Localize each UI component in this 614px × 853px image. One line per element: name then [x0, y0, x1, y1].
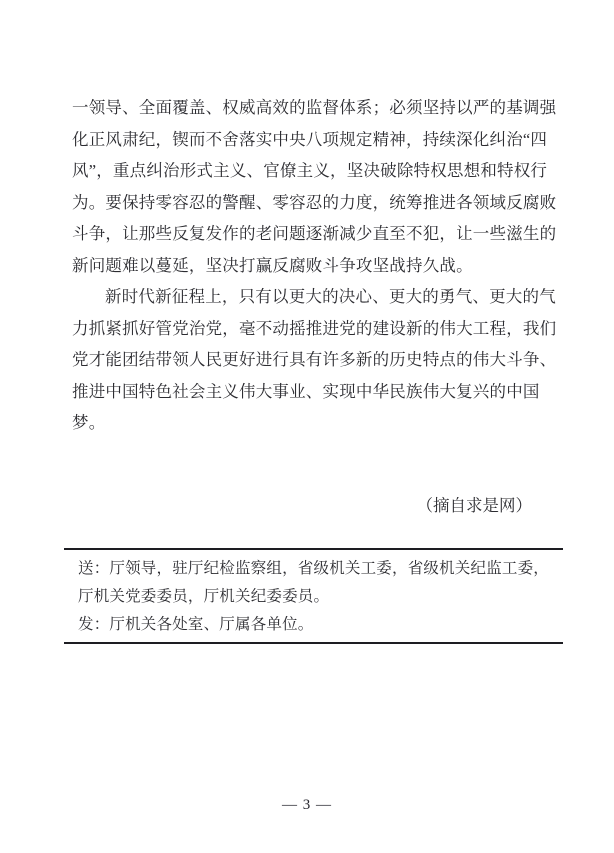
text-line: 斗争，让那些反复发作的老问题逐渐减少直至不犯，让一些滋生的	[72, 224, 557, 243]
attribution: （摘自求是网）	[416, 496, 532, 515]
paragraph-continuation	[72, 92, 558, 281]
text-line: 一领导、全面覆盖、权威高效的监督体系；必须坚持以严的基调强	[72, 98, 557, 117]
text-line: 厅机关党委委员，厅机关纪委委员。	[78, 588, 330, 605]
divider-line-top	[64, 548, 563, 550]
text-line: 力抓紧抓好管党治党，毫不动摇推进党的建设新的伟大工程，我们	[72, 318, 557, 338]
text-line: 送：厅领导，驻厅纪检监察组，省级机关工委，省级机关纪监工委，	[78, 560, 550, 577]
text-line: 新时代新征程上，只有以更大的决心、更大的勇气、更大的气	[105, 287, 556, 306]
body-text	[72, 92, 558, 439]
text-line: 化正风肃纪，锲而不舍落实中央八项规定精神，持续深化纠治“四	[72, 129, 548, 149]
text-line: 党才能团结带领人民更好进行具有许多新的历史特点的伟大斗争、	[72, 350, 557, 369]
text-line: 为。要保持零容忍的警醒、零容忍的力度，统筹推进各领域反腐败	[72, 192, 557, 212]
text-line: 风”，重点纠治形式主义、官僚主义，坚决破除特权思想和特权行	[72, 161, 548, 180]
divider-line-bottom	[64, 642, 563, 644]
text-line: 发：厅机关各处室、厅属各单位。	[78, 616, 314, 633]
page-number: — 3 —	[282, 797, 332, 813]
text-line: 新问题难以蔓延，坚决打赢反腐败斗争攻坚战持久战。	[72, 255, 473, 275]
paragraph-new-era	[72, 281, 558, 439]
text-line: 推进中国特色社会主义伟大事业、实现中华民族伟大复兴的中国	[72, 381, 540, 401]
distribution-block	[78, 555, 548, 639]
text-line: 梦。	[72, 413, 106, 432]
